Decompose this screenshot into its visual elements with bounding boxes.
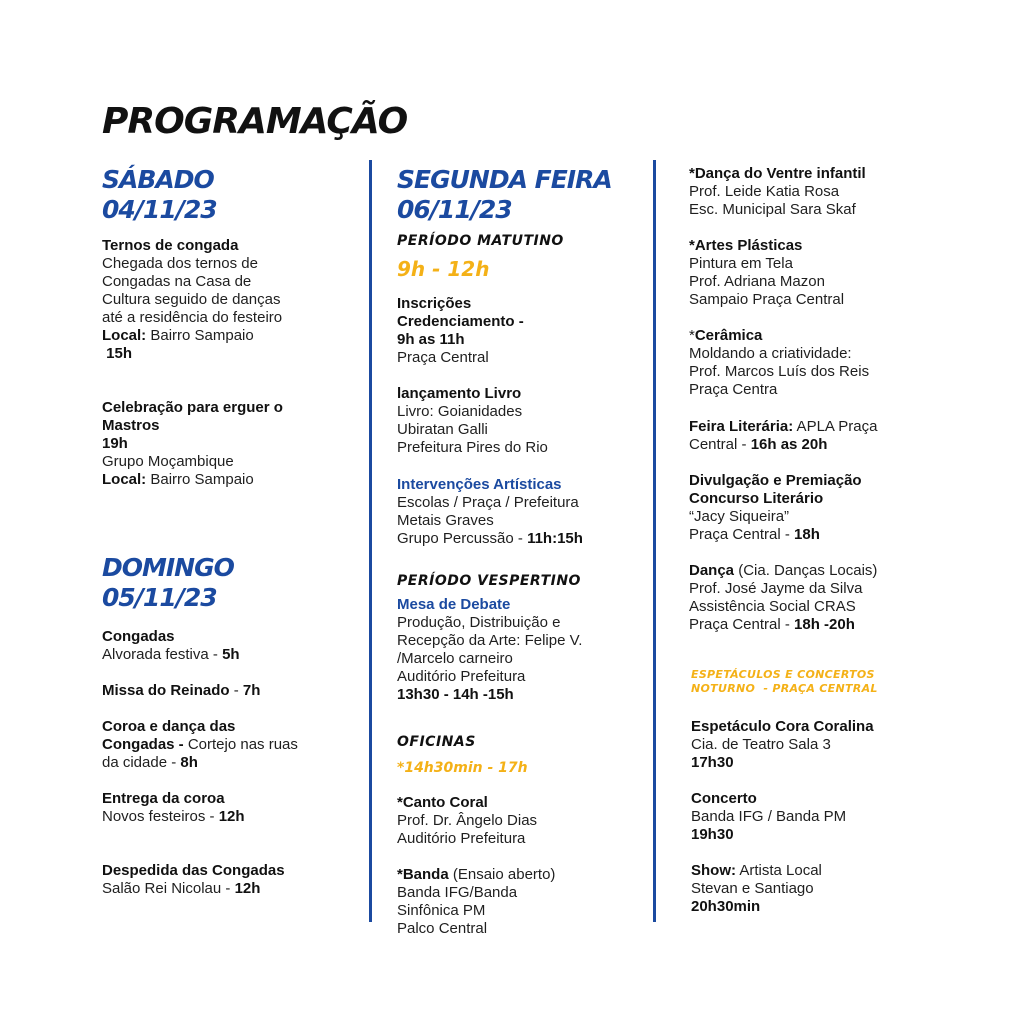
- event-title: Intervenções Artísticas: [397, 476, 562, 493]
- period-label: PERÍODO VESPERTINO: [397, 573, 581, 589]
- event-title: Credenciamento -: [397, 313, 524, 330]
- day-name: SÁBADO: [102, 165, 214, 194]
- event-desc: até a residência do festeiro: [102, 309, 283, 326]
- event-title-line: [689, 327, 869, 345]
- separator: -: [229, 682, 243, 699]
- column-divider-right: [653, 160, 656, 922]
- page-title: PROGRAMAÇÃO: [102, 101, 408, 142]
- event-time: 19h30: [691, 826, 734, 843]
- event-desc: [102, 646, 240, 664]
- period-matutino: [397, 232, 564, 282]
- section-heading: ESPETÁCULOS E CONCERTOS: [691, 668, 875, 681]
- desc-text: Grupo Percussão -: [397, 530, 528, 547]
- event-desc: Auditório Prefeitura: [397, 668, 526, 685]
- local-label: Local:: [102, 327, 147, 344]
- event-title-line: [689, 562, 877, 580]
- event-mesa: [397, 596, 582, 704]
- event-title: Divulgação e Premiação: [689, 472, 862, 489]
- event-desc: Moldando a criatividade:: [689, 345, 852, 362]
- event-banda: [397, 866, 555, 938]
- day-name: SEGUNDA FEIRA: [397, 165, 612, 194]
- event-title: *Canto Coral: [397, 794, 488, 811]
- event-title: lançamento Livro: [397, 385, 522, 402]
- period-time: 9h - 12h: [397, 257, 490, 281]
- event-desc: Auditório Prefeitura: [397, 830, 526, 847]
- event-place: Praça Central: [397, 349, 489, 366]
- event-time: 13h30 - 14h -15h: [397, 686, 514, 703]
- column-workshops-shows: [689, 0, 989, 1024]
- event-title: Ternos de congada: [102, 237, 239, 254]
- event-time: 5h: [222, 646, 240, 663]
- event-inscricoes: [397, 295, 524, 367]
- period-label: OFICINAS: [397, 734, 476, 750]
- event-desc: [397, 530, 583, 548]
- event-celebracao: [102, 399, 283, 489]
- event-title: Feira Literária:: [689, 418, 794, 435]
- event-cora: [691, 718, 874, 772]
- event-desc: Stevan e Santiago: [691, 880, 814, 897]
- event-title: Concurso Literário: [689, 490, 824, 507]
- event-despedida: [102, 862, 285, 898]
- event-danca-ventre: [689, 165, 866, 219]
- event-desc: [689, 526, 862, 544]
- event-desc: Cultura seguido de danças: [102, 291, 281, 308]
- event-title: Despedida das Congadas: [102, 862, 285, 879]
- event-title-line: [397, 866, 555, 884]
- period-oficinas: [397, 733, 528, 777]
- event-desc: Grupo Moçambique: [102, 453, 234, 470]
- event-title: Show:: [691, 862, 736, 879]
- desc-text: Novos festeiros -: [102, 808, 219, 825]
- event-time: 11h:15h: [527, 530, 583, 547]
- event-title: *Banda: [397, 866, 449, 883]
- event-title: Congadas: [102, 628, 175, 645]
- event-show: [691, 862, 822, 916]
- event-title: Mesa de Debate: [397, 596, 511, 613]
- desc-text: Alvorada festiva -: [102, 646, 223, 663]
- event-time: 19h: [102, 435, 128, 452]
- period-label: PERÍODO MATUTINO: [397, 233, 564, 249]
- title-suffix: (Cia. Danças Locais): [734, 562, 878, 579]
- event-desc: Chegada dos ternos de: [102, 255, 258, 272]
- segunda-heading: [397, 165, 612, 225]
- event-desc: Assistência Social CRAS: [689, 598, 856, 615]
- event-time: 7h: [242, 682, 261, 699]
- event-title: *Artes Plásticas: [689, 237, 803, 254]
- event-title-line: [102, 682, 260, 700]
- event-desc: Pintura em Tela: [689, 255, 793, 272]
- event-time: 17h30: [691, 754, 734, 771]
- event-desc: Sinfônica PM: [397, 902, 486, 919]
- event-feira: [689, 418, 877, 454]
- domingo-heading: [102, 553, 234, 613]
- event-time: 20h30min: [691, 898, 761, 915]
- event-concerto: [691, 790, 846, 844]
- section-heading: NOTURNO - PRAÇA CENTRAL: [691, 682, 878, 695]
- event-desc: Cia. de Teatro Sala 3: [691, 736, 831, 753]
- event-desc: [102, 808, 245, 826]
- event-desc: Escolas / Praça / Prefeitura: [397, 494, 579, 511]
- event-desc: Prof. Marcos Luís dos Reis: [689, 363, 870, 380]
- event-local: [102, 471, 283, 489]
- event-desc: [689, 436, 877, 454]
- event-artes: [689, 237, 844, 309]
- day-date: 05/11/23: [102, 583, 217, 612]
- desc-text: Central -: [689, 436, 751, 453]
- event-title: Celebração para erguer o: [102, 399, 283, 416]
- event-desc: Ubiratan Galli: [397, 421, 488, 438]
- event-title-line: [102, 736, 298, 754]
- event-desc: [102, 754, 298, 772]
- event-coroa: [102, 718, 298, 772]
- event-desc: Produção, Distribuição e: [397, 614, 561, 631]
- event-time: 18h: [794, 526, 820, 543]
- event-time: 12h: [218, 808, 245, 825]
- day-name: DOMINGO: [102, 553, 234, 582]
- event-time: 18h -20h: [794, 616, 855, 633]
- local-value: Bairro Sampaio: [146, 471, 254, 488]
- sabado-heading: [102, 165, 217, 225]
- event-missa: [102, 682, 260, 700]
- desc-text: Cortejo nas ruas: [187, 736, 298, 753]
- period-time: *14h30min - 17h: [397, 760, 528, 776]
- desc-text: Artista Local: [736, 862, 822, 879]
- event-desc: Prof. José Jayme da Silva: [689, 580, 863, 597]
- event-desc: Livro: Goianidades: [397, 403, 523, 420]
- desc-text: Praça Central -: [689, 616, 795, 633]
- event-congadas: [102, 628, 240, 664]
- event-canto: [397, 794, 537, 848]
- event-desc: Metais Graves: [397, 512, 494, 529]
- event-title: Dança: [689, 562, 735, 579]
- espetaculos-header: [691, 668, 878, 696]
- day-date: 04/11/23: [102, 195, 217, 224]
- event-title: Missa do Reinado: [102, 682, 230, 699]
- event-desc: Praça Centra: [689, 381, 778, 398]
- event-title: Inscrições: [397, 295, 472, 312]
- title-prefix: *: [689, 327, 695, 344]
- event-entrega: [102, 790, 245, 826]
- event-desc: Prof. Dr. Ângelo Dias: [397, 812, 538, 829]
- event-desc: [689, 616, 877, 634]
- event-desc: [102, 880, 285, 898]
- event-desc: Banda IFG / Banda PM: [691, 808, 847, 825]
- desc-text: da cidade -: [102, 754, 181, 771]
- event-desc: Banda IFG/Banda: [397, 884, 518, 901]
- desc-text: Praça Central -: [689, 526, 795, 543]
- event-desc: Sampaio Praça Central: [689, 291, 845, 308]
- local-label: Local:: [102, 471, 147, 488]
- event-divulgacao: [689, 472, 862, 544]
- event-intervencoes: [397, 476, 583, 548]
- event-danca: [689, 562, 877, 634]
- event-title: Concerto: [691, 790, 757, 807]
- event-time: 16h as 20h: [750, 436, 828, 453]
- event-desc: “Jacy Siqueira”: [689, 508, 790, 525]
- column-weekend: [102, 0, 364, 1024]
- event-title: Congadas -: [102, 736, 188, 753]
- column-monday: [397, 0, 649, 1024]
- event-title: Cerâmica: [694, 327, 763, 344]
- event-title: *Dança do Ventre infantil: [689, 165, 866, 182]
- event-title: Entrega da coroa: [102, 790, 225, 807]
- event-title-line: [689, 418, 877, 436]
- event-ternos: [102, 237, 282, 363]
- event-livro: [397, 385, 548, 457]
- event-title-line: [691, 862, 822, 880]
- period-vespertino: [397, 572, 581, 590]
- column-divider-left: [369, 160, 372, 922]
- event-desc: Prof. Leide Katia Rosa: [689, 183, 840, 200]
- event-title: Mastros: [102, 417, 160, 434]
- day-date: 06/11/23: [397, 195, 512, 224]
- event-ceramica: [689, 327, 869, 399]
- event-time: 9h as 11h: [397, 331, 465, 348]
- event-title: Espetáculo Cora Coralina: [691, 718, 874, 735]
- desc-text: Salão Rei Nicolau -: [102, 880, 235, 897]
- event-desc: Recepção da Arte: Felipe V.: [397, 632, 583, 649]
- event-desc: Palco Central: [397, 920, 488, 937]
- event-time: 8h: [180, 754, 198, 771]
- event-desc: Prefeitura Pires do Rio: [397, 439, 548, 456]
- event-time: 12h: [234, 880, 261, 897]
- local-value: Bairro Sampaio: [146, 327, 254, 344]
- event-local: [102, 327, 282, 345]
- title-suffix: (Ensaio aberto): [448, 866, 556, 883]
- event-desc: Esc. Municipal Sara Skaf: [689, 201, 856, 218]
- event-title: Coroa e dança das: [102, 718, 236, 735]
- event-desc: Congadas na Casa de: [102, 273, 252, 290]
- event-desc: Prof. Adriana Mazon: [689, 273, 825, 290]
- event-desc: /Marcelo carneiro: [397, 650, 513, 667]
- desc-text: APLA Praça: [793, 418, 878, 435]
- event-time: 15h: [102, 345, 133, 362]
